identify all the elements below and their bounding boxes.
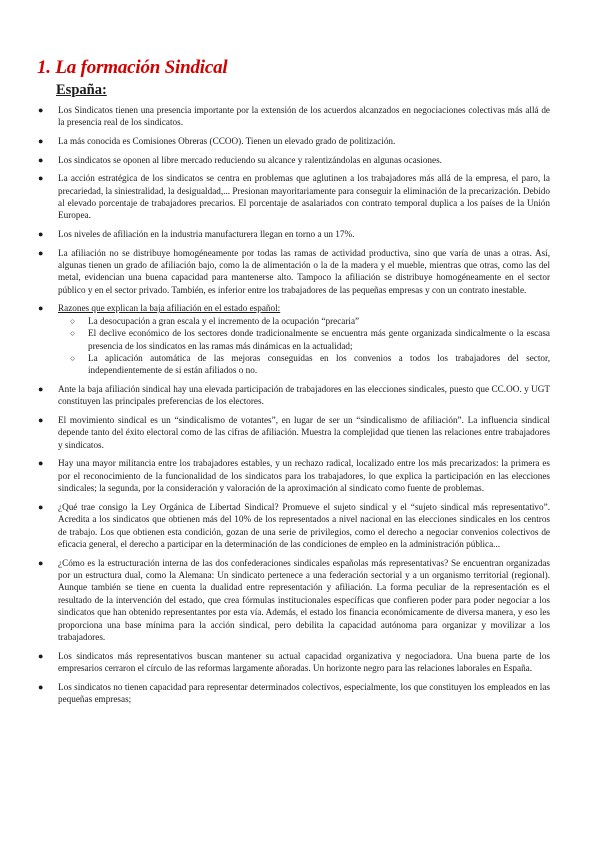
- bullet-icon: ●: [38, 229, 44, 239]
- bullet-icon: ●: [38, 384, 44, 395]
- sublist-item: [70, 352, 550, 377]
- list-item-text: ¿Cómo es la estructuración interna de las dos confederaciones sindicales españolas más representativas? Se encuentran organizadas por un estructura dual, como la Alemana: Un sindicato pertenece a una federación sectorial y a un organismo territorial (regional). Aunque también se tiene en cuenta la dualidad entre representación y afiliación. La forma peculiar de la representación es el resultado de la intervención del estado, que crea fórmulas institucionales específicas que confieren poder para poder negociar a los sindicatos que han obtenido representantes por esta vía. Además, el estado los financia económicamente de diversa manera, y eso les proporciona una base mínima para la acción sindical, pero debilita la capacidad autónoma para organizar y movilizar a los trabajadores.: [58, 557, 550, 643]
- list-item-text: Los sindicatos no tienen capacidad para representar determinados colectivos, especialmente, los que constituyen los empleados en las pequeñas empresas;: [58, 681, 550, 705]
- bullet-icon: ●: [38, 136, 44, 146]
- sublist-item-text: La aplicación automática de las mejoras conseguidas en los convenios a todos los trabajadores del sector, independientemente de si están afiliados o no.: [88, 353, 550, 376]
- sub-bullet-icon: ○: [70, 353, 76, 364]
- bullet-icon: ●: [38, 154, 44, 165]
- section-subtitle: España:: [56, 82, 107, 98]
- list-item: [38, 247, 550, 297]
- list-item-text: Los niveles de afiliación en la industria manufacturera llegan en torno a un 17%.: [58, 229, 355, 239]
- list-item-text: Los Sindicatos tienen una presencia importante por la extensión de los acuerdos alcanzados en negociaciones colectivas más allá de la presencia real de los sindicatos.: [58, 105, 550, 128]
- list-item-text: Los sindicatos se oponen al libre mercado reduciendo su alcance y ralentizándolas en algunas ocasiones.: [58, 154, 442, 165]
- list-item: [38, 557, 550, 644]
- bullet-icon: ●: [38, 501, 44, 512]
- bullet-icon: ●: [38, 105, 44, 115]
- list-item-reasons: [38, 302, 550, 376]
- sublist-item-text: La desocupación a gran escala y el incremento de la ocupación “precaria”: [88, 315, 360, 326]
- list-item-text: Hay una mayor militancia entre los trabajadores estables, y un rechazo radical, localizado entre los más precarizados: la primera es por el reconocimiento de la funcionalidad de los sindicatos para los trabajadores, lo que explica la participación en las elecciones sindicales; la segunda, por la consideración y valoración de la aproximación al sindicato como fuente de problemas.: [58, 458, 550, 494]
- sublist-item: [70, 327, 550, 352]
- page-title: 1. La formación Sindical: [37, 57, 228, 78]
- list-item: [38, 154, 550, 166]
- list-item: [38, 681, 550, 706]
- bullet-icon: ●: [38, 458, 44, 469]
- list-item-text: La más conocida es Comisiones Obreras (CCOO). Tienen un elevado grado de politización.: [58, 136, 396, 146]
- bullet-icon: ●: [38, 557, 44, 568]
- bullet-icon: ●: [38, 303, 44, 314]
- bullet-list: [0, 104, 600, 712]
- list-item-text: La afiliación no se distribuye homogéneamente por todas las ramas de actividad productiva, sino que varía de unas a otras. Así, algunas tienen un grado de afiliación bajo, como la de alimentación o la de la madera y el mueble, mientras que otras, como las del metal, evidencian una buena capacidad para mantenerse alto. Tampoco la afiliación se distribuye homogéneamente en el sector público y en el sector privado. También, es inferior entre los trabajadores de las pequeñas empresas y con un contrato inestable.: [58, 247, 550, 295]
- list-item-text: ¿Qué trae consigo la Ley Orgánica de Libertad Sindical? Promueve el sujeto sindical y el “sujeto sindical más representativo”. Acredita a los sindicatos que obtienen más del 10% de los representados a nivel nacional en las elecciones sindicales en los centros de trabajo. Los que obtienen esta condición, gozan de una serie de privilegios, como el derecho a negociar convenios colectivos de eficacia general, el derecho a participar en la determinación de las condiciones de empleo en la administración pública...: [58, 501, 550, 550]
- list-item: [38, 501, 550, 551]
- list-item: [38, 383, 550, 408]
- sublist-item: [70, 315, 550, 327]
- bullet-icon: ●: [38, 415, 44, 426]
- list-item-text: La acción estratégica de los sindicatos se centra en problemas que aglutinen a los trabajadores más allá de la empresa, el paro, la precariedad, la siniestralidad, la desigualdad,... Presionan mayoritariamente para conseguir la eliminación de la precarización. Debido al elevado porcentaje de trabajadores precarios. El porcentaje de asalariados con contrato temporal duplica a los países de la Unión Europea.: [58, 173, 550, 221]
- list-item-text: Ante la baja afiliación sindical hay una elevada participación de trabajadores en las elecciones sindicales, puesto que CC.OO. y UGT constituyen las principales preferencias de los electores.: [58, 384, 550, 407]
- list-item-text: Los sindicatos más representativos buscan mantener su actual capacidad organizativa y negociadora. Una buena parte de los empresarios cerraron el círculo de las reformas largamente añoradas. Un horizonte negro para las relaciones laborales en España.: [58, 650, 550, 674]
- bullet-icon: ●: [38, 247, 44, 258]
- list-item: [38, 172, 550, 222]
- list-item: [38, 228, 550, 240]
- list-item: [38, 135, 550, 147]
- reasons-sublist: [58, 315, 550, 377]
- list-item: [38, 104, 550, 129]
- list-item: [38, 414, 550, 451]
- reasons-heading: Razones que explican la baja afiliación en el estado español:: [58, 303, 281, 314]
- sub-bullet-icon: ○: [70, 328, 76, 339]
- list-item-text: El movimiento sindical es un “sindicalismo de votantes”, en lugar de ser un “sindicalismo de afiliación”. La influencia sindical depende tanto del éxito electoral como de las cifras de afiliación. Muestra la complejidad que tienen las relaciones entre trabajadores y sindicatos.: [58, 415, 550, 450]
- list-item: [38, 650, 550, 675]
- list-item: [38, 457, 550, 494]
- sub-bullet-icon: ○: [70, 315, 76, 326]
- bullet-icon: ●: [38, 681, 44, 692]
- bullet-icon: ●: [38, 173, 44, 184]
- bullet-icon: ●: [38, 650, 44, 661]
- sublist-item-text: El declive económico de los sectores donde tradicionalmente se encuentra más gente organizada sindicalmente o la escasa presencia de los sindicatos en las ramas más dinámicas en la actualidad;: [88, 328, 550, 351]
